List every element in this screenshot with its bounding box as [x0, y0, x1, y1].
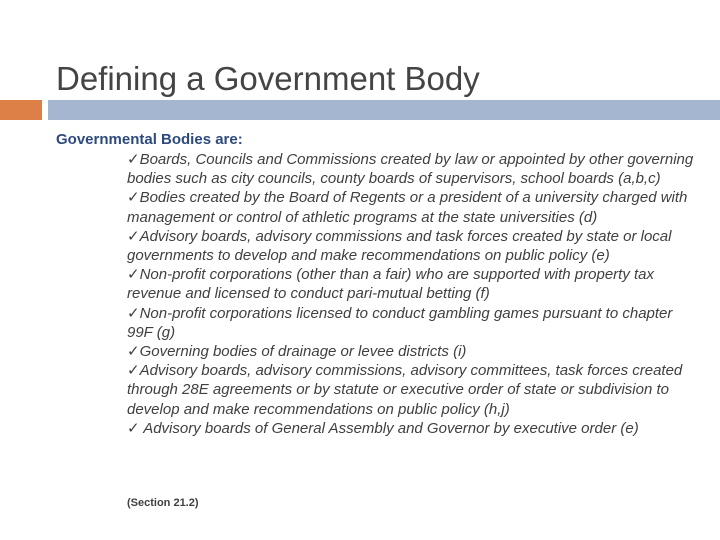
list-item-text: Non-profit corporations (other than a fair) who are supported with property tax revenue and licensed to conduct pari-mutual betting (f)	[127, 266, 655, 303]
list-item	[127, 342, 702, 361]
list-item	[127, 227, 702, 265]
list-item	[127, 361, 702, 419]
list-item	[127, 304, 702, 342]
list-item	[127, 188, 702, 226]
section-reference: (Section 21.2)	[127, 497, 199, 509]
checkmark-icon: ✓	[127, 227, 140, 245]
checkmark-icon: ✓	[127, 304, 140, 322]
list-item	[127, 150, 702, 188]
list-item	[127, 265, 702, 303]
title-rule-bar	[48, 100, 720, 120]
checkmark-icon: ✓	[127, 362, 140, 380]
list-item-text: Advisory boards of General Assembly and Governor by executive order (e)	[139, 419, 639, 437]
checkmark-icon: ✓	[127, 343, 140, 361]
list-item-text: Boards, Councils and Commissions created by law or appointed by other governing bodies such as city councils, county boards of supervisors, school boards (a,b,c)	[127, 151, 694, 188]
list-item	[127, 419, 702, 438]
section-subhead: Governmental Bodies are:	[56, 131, 243, 148]
checkmark-icon: ✓	[127, 419, 140, 437]
title-rule-accent	[0, 100, 42, 120]
list-item-text: Advisory boards, advisory commissions and task forces created by state or local governments to develop and make recommendations on public policy (e)	[127, 227, 672, 265]
list-item-text: Governing bodies of drainage or levee districts (i)	[139, 343, 467, 361]
checkmark-icon: ✓	[127, 189, 140, 207]
checkmark-icon: ✓	[127, 151, 140, 168]
list-item-text: Advisory boards, advisory commissions, advisory committees, task forces created through 28E agreements or by statute or executive order of state or subdivision to develop and make recommendations on public policy (h,j)	[127, 362, 683, 418]
checkmark-icon: ✓	[127, 266, 140, 284]
checklist	[127, 150, 702, 438]
slide-title: Defining a Government Body	[56, 60, 480, 98]
list-item-text: Non-profit corporations licensed to conduct gambling games pursuant to chapter 99F (g)	[127, 304, 673, 341]
list-item-text: Bodies created by the Board of Regents or a president of a university charged with management or control of athletic programs at the state universities (d)	[127, 189, 688, 226]
